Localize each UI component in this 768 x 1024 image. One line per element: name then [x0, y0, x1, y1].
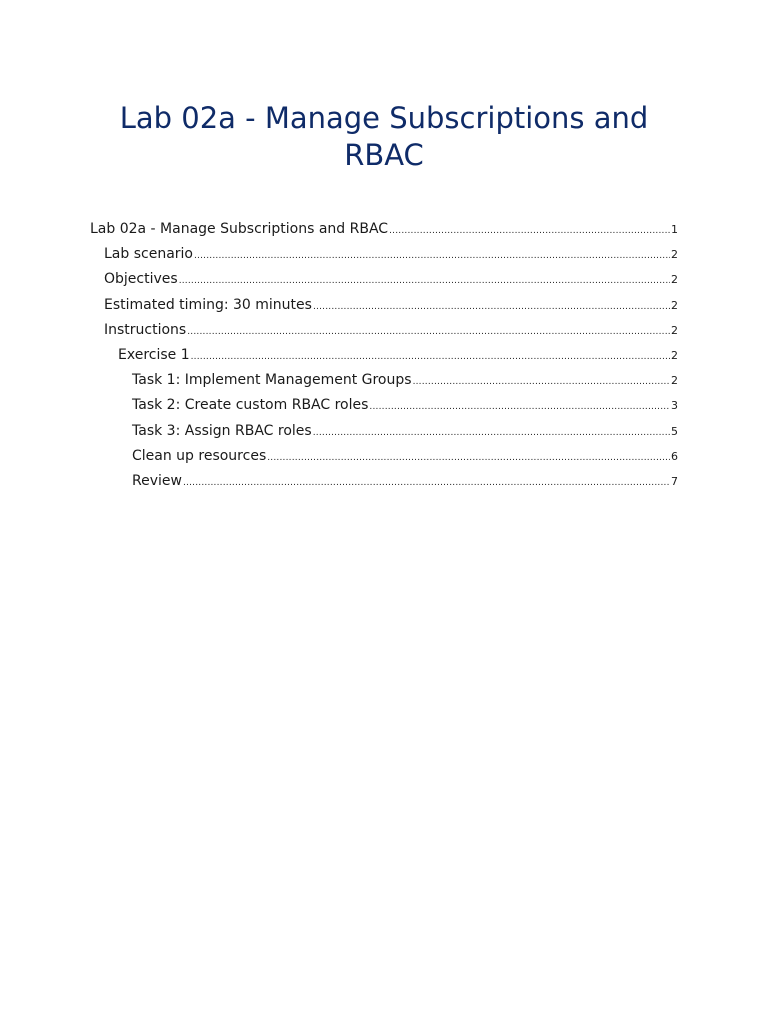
toc-entry-exercise-1[interactable]	[90, 343, 678, 368]
toc-entry-label: Lab 02a - Manage Subscriptions and RBAC	[90, 221, 389, 237]
toc-dot-leader	[313, 295, 670, 320]
toc-entry-task-3[interactable]	[90, 419, 678, 444]
toc-page-number: 2	[671, 323, 678, 337]
toc-entry-label: Lab scenario	[104, 246, 193, 263]
table-of-contents	[90, 217, 678, 494]
toc-entry-review[interactable]	[90, 469, 678, 494]
toc-dot-leader	[369, 395, 670, 420]
toc-dot-leader	[194, 244, 670, 269]
toc-entry-label: Clean up resources	[132, 447, 267, 464]
toc-entry-estimated-timing[interactable]	[90, 293, 678, 318]
toc-page-number: 2	[671, 348, 678, 362]
toc-page-number: 7	[671, 474, 678, 488]
toc-dot-leader	[179, 269, 670, 294]
toc-dot-leader	[187, 320, 670, 345]
toc-entry-label: Exercise 1	[118, 346, 190, 363]
toc-page-number: 2	[671, 374, 678, 388]
toc-page-number: 2	[671, 273, 678, 287]
toc-entry-label: Task 1: Implement Management Groups	[132, 372, 412, 389]
toc-entry-instructions[interactable]	[90, 318, 678, 343]
toc-page-number: 3	[671, 399, 678, 413]
toc-entry-label: Task 3: Assign RBAC roles	[132, 422, 312, 439]
toc-dot-leader	[267, 446, 670, 471]
toc-page-number: 5	[671, 424, 678, 438]
toc-dot-leader	[313, 421, 670, 446]
toc-page-number: 2	[671, 248, 678, 262]
toc-dot-leader	[183, 471, 670, 496]
toc-entry-objectives[interactable]	[90, 267, 678, 292]
document-title: Lab 02a - Manage Subscriptions and RBAC	[119, 101, 649, 172]
toc-page-number: 2	[671, 298, 678, 312]
toc-dot-leader	[389, 219, 670, 244]
toc-page-number: 1	[671, 223, 678, 236]
toc-entry-clean-up-resources[interactable]	[90, 444, 678, 469]
toc-entry-label: Instructions	[104, 321, 187, 338]
toc-entry-label: Task 2: Create custom RBAC roles	[132, 397, 369, 414]
toc-entry-label: Estimated timing: 30 minutes	[104, 296, 312, 313]
toc-dot-leader	[413, 370, 670, 395]
toc-entry-task-2[interactable]	[90, 393, 678, 418]
toc-entry-task-1[interactable]	[90, 368, 678, 393]
toc-page-number: 6	[671, 449, 678, 463]
toc-entry-lab-02a[interactable]	[90, 217, 678, 242]
toc-dot-leader	[191, 345, 670, 370]
toc-entry-label: Objectives	[104, 271, 178, 288]
toc-entry-lab-scenario[interactable]	[90, 242, 678, 267]
toc-entry-label: Review	[132, 472, 182, 489]
